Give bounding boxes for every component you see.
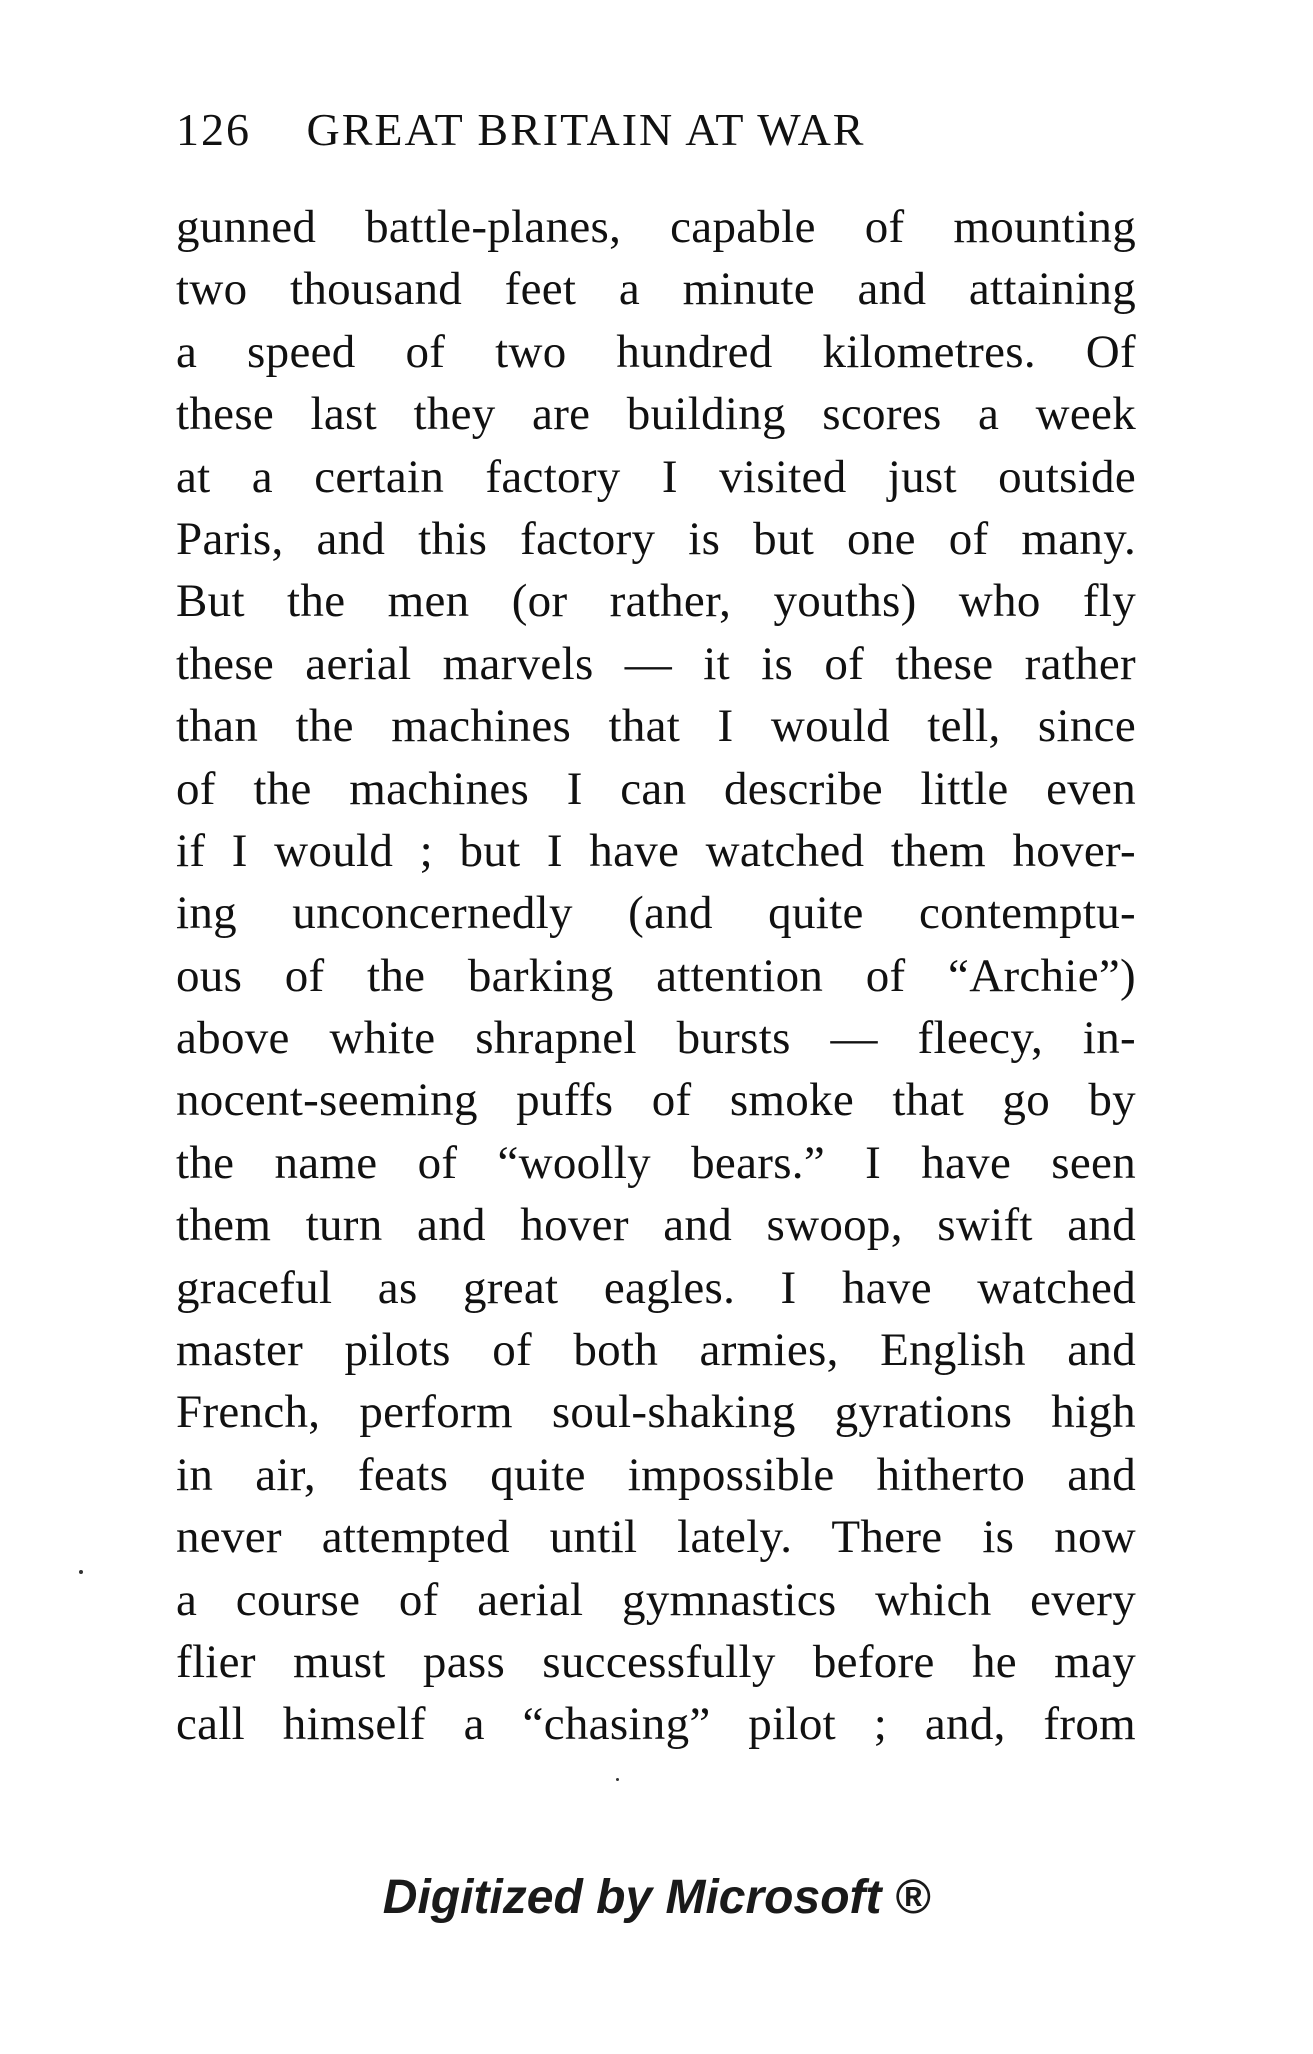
text-line: than the machines that I would tell, since — [176, 700, 1136, 753]
text-line: them turn and hover and swoop, swift and — [176, 1199, 1136, 1252]
text-line: of the machines I can describe little even — [176, 762, 1136, 815]
scan-speck — [616, 1778, 619, 1781]
text-line: at a certain factory I visited just outside — [176, 450, 1136, 503]
text-line: these last they are building scores a week — [176, 388, 1136, 441]
body-text — [176, 196, 1136, 1756]
text-line: nocent-seeming puffs of smoke that go by — [176, 1074, 1136, 1127]
text-line: master pilots of both armies, English and — [176, 1324, 1136, 1377]
running-head — [176, 100, 1136, 160]
text-line: the name of “woolly bears.” I have seen — [176, 1136, 1136, 1189]
text-line: gunned battle-planes, capable of mounting — [176, 201, 1136, 253]
text-line: if I would ; but I have watched them hover- — [176, 824, 1136, 877]
text-line: above white shrapnel bursts — fleecy, in- — [176, 1012, 1136, 1065]
text-line: in air, feats quite impossible hitherto and — [176, 1448, 1136, 1501]
text-line: call himself a “chasing” pilot ; and, from — [176, 1698, 1136, 1751]
text-line: graceful as great eagles. I have watched — [176, 1261, 1136, 1314]
text-line: a course of aerial gymnastics which every — [176, 1573, 1136, 1626]
text-line: two thousand feet a minute and attaining — [176, 263, 1136, 316]
text-line: Paris, and this factory is but one of many. — [176, 512, 1136, 565]
text-line: French, perform soul-shaking gyrations high — [176, 1386, 1136, 1439]
text-line: ous of the barking attention of “Archie”) — [176, 949, 1136, 1002]
digitized-watermark: Digitized by Microsoft ® — [382, 1871, 931, 1924]
scan-speck — [79, 1570, 83, 1574]
page-number: 126 — [176, 104, 251, 155]
text-line: a speed of two hundred kilometres. Of — [176, 325, 1136, 378]
text-line: these aerial marvels — it is of these rather — [176, 637, 1136, 690]
running-title: GREAT BRITAIN AT WAR — [306, 104, 866, 155]
text-line: never attempted until lately. There is now — [176, 1511, 1136, 1564]
text-line: flier must pass successfully before he may — [176, 1635, 1136, 1688]
text-line: But the men (or rather, youths) who fly — [176, 575, 1136, 628]
text-line: ing unconcernedly (and quite contemptu- — [176, 887, 1136, 940]
